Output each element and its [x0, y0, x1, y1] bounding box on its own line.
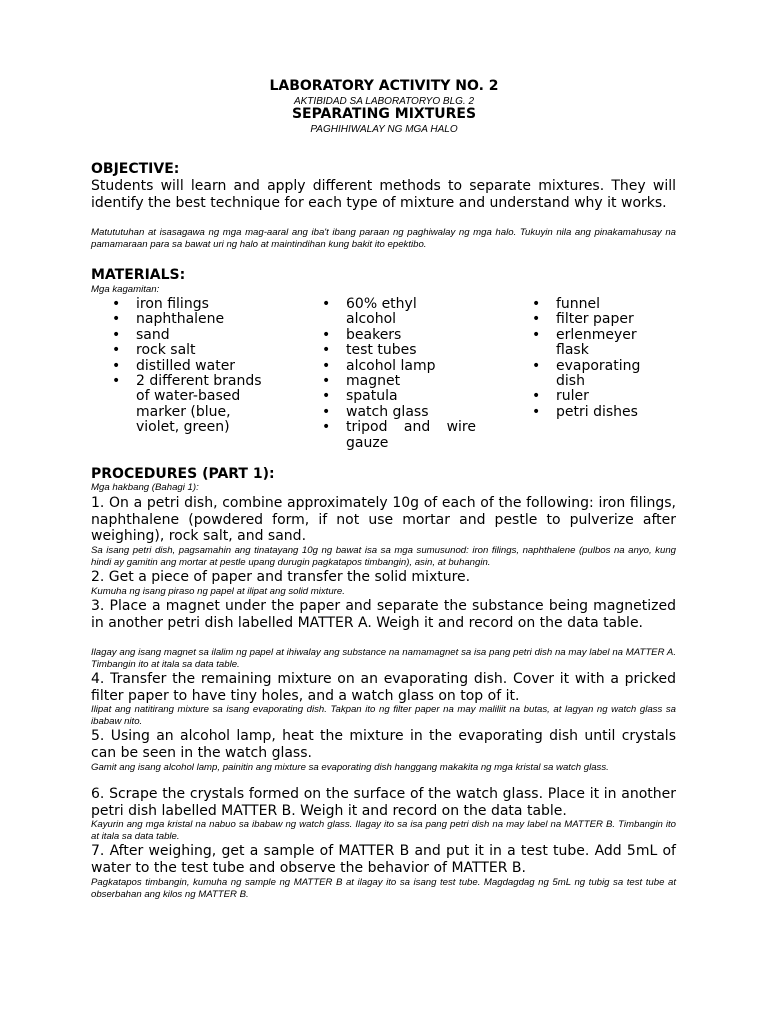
list-item: • watch glass	[322, 405, 482, 420]
procedure-step-4: 4. Transfer the remaining mixture on an evaporating dish. Cover it with a pricked filter paper to have tiny holes, and a watch glass on top of it.	[91, 671, 676, 704]
list-item: • naphthalene	[112, 312, 262, 327]
list-item: • iron filings	[112, 297, 262, 312]
procedure-step-2-filipino: Kumuha ng isang piraso ng papel at ilipat ang solid mixture.	[91, 586, 345, 597]
list-item: • rock salt	[112, 343, 262, 358]
list-item: • magnet	[322, 374, 482, 389]
objective-heading: OBJECTIVE:	[91, 161, 180, 177]
page-title-filipino: AKTIBIDAD SA LABORATORYO BLG. 2	[293, 96, 475, 107]
materials-list-col1	[112, 297, 262, 436]
list-item: • test tubes	[322, 343, 482, 358]
procedure-step-5-filipino: Gamit ang isang alcohol lamp, painitin ang mixture sa evaporating dish hanggang makakita ng mga kristal sa watch glass.	[91, 762, 609, 773]
materials-list-col3	[532, 297, 662, 420]
list-item: • funnel	[532, 297, 662, 312]
list-item: • 2 different brands of water-based marker (blue, violet, green)	[112, 374, 262, 436]
procedure-step-3-filipino: Ilagay ang isang magnet sa ilalim ng papel at ihiwalay ang substance na namamagnet sa isa pang petri dish na may label na MATTER A. Timbangin ito at itala sa data table.	[91, 647, 676, 670]
procedure-step-6-filipino: Kayurin ang mga kristal na nabuo sa ibabaw ng watch glass. Ilagay ito sa isa pang petri dish na may label na MATTER B. Timbangin ito at itala sa data table.	[91, 819, 676, 842]
list-item: • spatula	[322, 389, 482, 404]
list-item: • ruler	[532, 389, 662, 404]
procedure-step-6: 6. Scrape the crystals formed on the surface of the watch glass. Place it in another petri dish labelled MATTER B. Weigh it and record on the data table.	[91, 786, 676, 819]
page-subtitle-filipino: PAGHIHIWALAY NG MGA HALO	[310, 124, 458, 135]
procedure-step-4-filipino: Ilipat ang natitirang mixture sa isang evaporating dish. Takpan ito ng filter paper na may maliliit na butas, at lagyan ng watch glass sa ibabaw nito.	[91, 704, 676, 727]
list-item: • distilled water	[112, 359, 262, 374]
procedure-step-1-filipino: Sa isang petri dish, pagsamahin ang tinatayang 10g ng bawat isa sa mga sumusunod: iron filings, naphthalene (pulbos na anyo, kung hindi ay gamitin ang mortar at pestle upang durugin pagkatapos timbangin), asin, at buhangin.	[91, 545, 676, 568]
page-title: LABORATORY ACTIVITY NO. 2	[269, 78, 499, 94]
procedure-step-2: 2. Get a piece of paper and transfer the solid mixture.	[91, 569, 471, 585]
materials-label-filipino: Mga kagamitan:	[91, 284, 160, 295]
list-item: • erlenmeyer flask	[532, 328, 656, 359]
procedures-label-filipino: Mga hakbang (Bahagi 1):	[91, 482, 199, 493]
list-item: • filter paper	[532, 312, 662, 327]
list-item: • beakers	[322, 328, 482, 343]
procedure-step-7: 7. After weighing, get a sample of MATTER B and put it in a test tube. Add 5mL of water to the test tube and observe the behavior of MATTER B.	[91, 843, 676, 876]
list-item: • evaporating dish	[532, 359, 656, 390]
materials-heading: MATERIALS:	[91, 267, 186, 283]
list-item: • 60% ethyl alcohol	[322, 297, 446, 328]
procedure-step-1: 1. On a petri dish, combine approximately 10g of each of the following: iron filings, naphthalene (powdered form, if not use mortar and pestle to pulverize after weighing), rock salt, and sand.	[91, 495, 676, 545]
procedure-step-7-filipino: Pagkatapos timbangin, kumuha ng sample ng MATTER B at ilagay ito sa isang test tube. Magdagdag ng 5mL ng tubig sa test tube at obserbahan ang kilos ng MATTER B.	[91, 877, 676, 900]
page-subtitle: SEPARATING MIXTURES	[291, 106, 477, 122]
list-item: • sand	[112, 328, 262, 343]
list-item: • petri dishes	[532, 405, 662, 420]
procedures-heading: PROCEDURES (PART 1):	[91, 466, 275, 482]
materials-list-col2	[322, 297, 482, 451]
procedure-step-5: 5. Using an alcohol lamp, heat the mixture in the evaporating dish until crystals can be seen in the watch glass.	[91, 728, 676, 761]
objective-text: Students will learn and apply different methods to separate mixtures. They will identify the best technique for each type of mixture and understand why it works.	[91, 178, 676, 211]
list-item: • alcohol lamp	[322, 359, 482, 374]
list-item: • tripod and wire gauze	[322, 420, 476, 451]
procedure-step-3: 3. Place a magnet under the paper and separate the substance being magnetized in another petri dish labelled MATTER A. Weigh it and record on the data table.	[91, 598, 676, 631]
objective-text-filipino: Matututuhan at isasagawa ng mga mag-aaral ang iba't ibang paraan ng paghiwalay ng mga halo. Tukuyin nila ang pinakamahusay na pamamaraan para sa bawat uri ng halo at maintindihan kung bakit ito epektibo.	[91, 227, 676, 250]
